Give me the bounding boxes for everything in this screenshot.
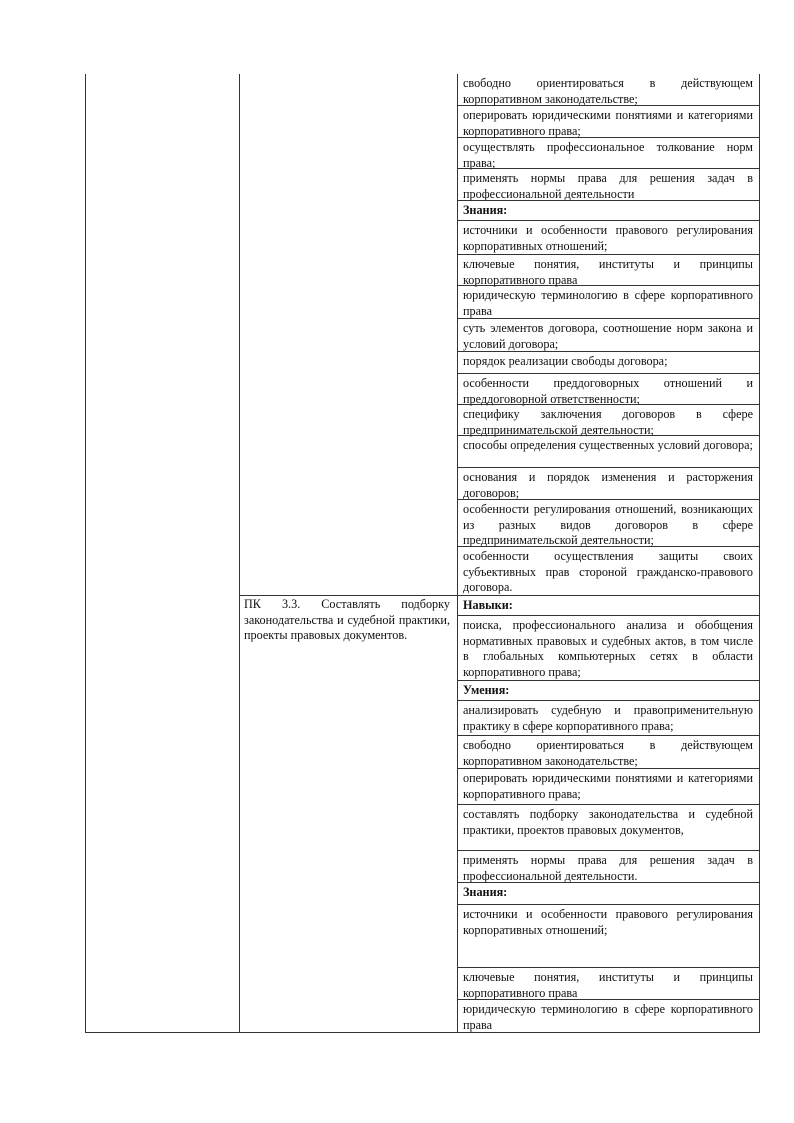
- table-cell: особенности регулирования отношений, возникающих из разных видов договоров в сфере предпринимательской деятельности;: [463, 502, 753, 547]
- row-divider: [457, 595, 760, 596]
- row-divider-pk: [239, 595, 458, 596]
- row-divider: [457, 967, 760, 968]
- row-divider: [457, 220, 760, 221]
- row-divider: [457, 804, 760, 805]
- table-border-left: [85, 74, 86, 1032]
- row-divider: [457, 467, 760, 468]
- table-border-right: [759, 74, 760, 1032]
- section-heading: Умения:: [463, 683, 510, 697]
- table-cell: применять нормы права для решения задач в профессиональной деятельности.: [463, 853, 753, 883]
- table-cell: способы определения существенных условий договора;: [463, 438, 753, 452]
- table-cell: оперировать юридическими понятиями и категориями корпоративного права;: [463, 771, 753, 801]
- table-cell: юридическую терминологию в сфере корпоративного права: [463, 1002, 753, 1032]
- row-divider: [457, 254, 760, 255]
- table-cell: составлять подборку законодательства и судебной практики, проектов правовых документов,: [463, 807, 753, 837]
- row-divider: [457, 904, 760, 905]
- table-cell: источники и особенности правового регулирования корпоративных отношений;: [463, 223, 753, 253]
- row-divider: [457, 768, 760, 769]
- table-border-col2: [457, 74, 458, 1032]
- row-divider: [457, 404, 760, 405]
- row-divider: [457, 168, 760, 169]
- section-heading: Знания:: [463, 885, 508, 899]
- row-divider: [457, 373, 760, 374]
- row-divider: [457, 499, 760, 500]
- table-cell: свободно ориентироваться в действующем корпоративном законодательстве;: [463, 738, 753, 768]
- row-divider: [457, 850, 760, 851]
- table-cell: оперировать юридическими понятиями и категориями корпоративного права;: [463, 108, 753, 138]
- table-cell: поиска, профессионального анализа и обобщения нормативных правовых и судебных актов, в том числе в глобальных компьютерных сетях в области корпоративного права;: [463, 618, 753, 679]
- row-divider: [457, 137, 760, 138]
- row-divider: [457, 435, 760, 436]
- row-divider: [457, 735, 760, 736]
- row-divider: [457, 700, 760, 701]
- row-divider: [457, 680, 760, 681]
- section-heading: Навыки:: [463, 598, 513, 612]
- row-divider: [457, 882, 760, 883]
- row-divider: [457, 200, 760, 201]
- table-border-col1: [239, 74, 240, 1032]
- table-cell: источники и особенности правового регулирования корпоративных отношений;: [463, 907, 753, 937]
- table-cell: свободно ориентироваться в действующем корпоративном законодательстве;: [463, 76, 753, 106]
- row-divider: [457, 105, 760, 106]
- table-cell: ключевые понятия, институты и принципы корпоративного права: [463, 257, 753, 287]
- table-cell: основания и порядок изменения и расторжения договоров;: [463, 470, 753, 500]
- table-cell: особенности осуществления защиты своих субъективных прав стороной гражданско-правового договора.: [463, 549, 753, 594]
- table-cell: порядок реализации свободы договора;: [463, 354, 668, 368]
- row-divider: [457, 285, 760, 286]
- row-divider: [457, 318, 760, 319]
- competency-pk-3-3: ПК 3.3. Составлять подборку законодательства и судебной практики, проекты правовых документов.: [244, 597, 450, 642]
- table-cell: специфику заключения договоров в сфере предпринимательской деятельности;: [463, 407, 753, 437]
- section-heading: Знания:: [463, 203, 508, 217]
- table-cell: осуществлять профессиональное толкование норм права;: [463, 140, 753, 170]
- row-divider: [457, 351, 760, 352]
- table-cell: суть элементов договора, соотношение норм закона и условий договора;: [463, 321, 753, 351]
- table-cell: особенности преддоговорных отношений и преддоговорной ответственности;: [463, 376, 753, 406]
- table-cell: анализировать судебную и правоприменительную практику в сфере корпоративного права;: [463, 703, 753, 733]
- table-cell: ключевые понятия, институты и принципы корпоративного права: [463, 970, 753, 1000]
- table-cell: применять нормы права для решения задач в профессиональной деятельности: [463, 171, 753, 201]
- table-cell: юридическую терминологию в сфере корпоративного права: [463, 288, 753, 318]
- row-divider: [457, 999, 760, 1000]
- row-divider: [457, 615, 760, 616]
- row-divider: [457, 546, 760, 547]
